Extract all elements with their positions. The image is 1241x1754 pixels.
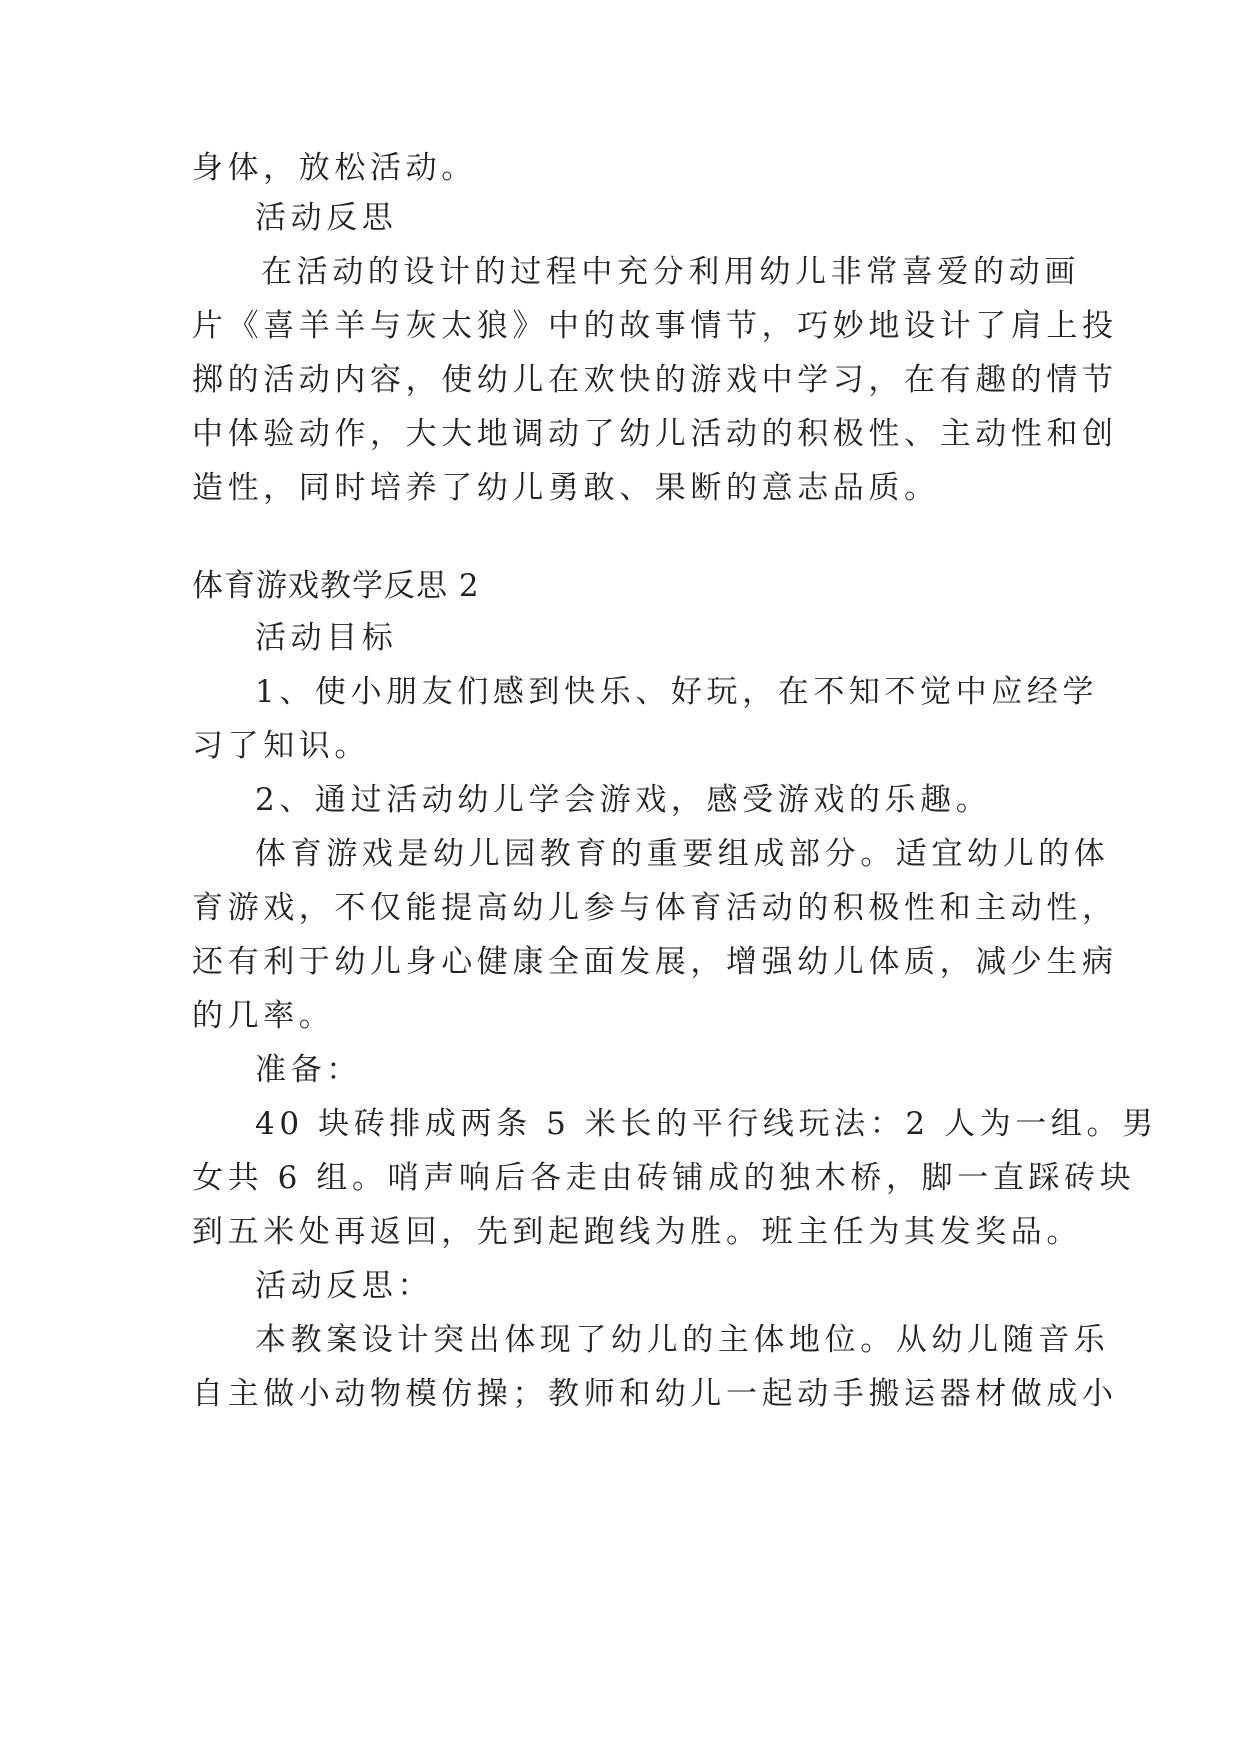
reflection2-line: 本教案设计突出体现了幼儿的主体地位。从幼儿随音乐 bbox=[255, 1322, 1110, 1358]
reflection-line: 造性，同时培养了幼儿勇敢、果断的意志品质。 bbox=[192, 470, 940, 506]
prep-line: 女共 6 组。哨声响后各走由砖铺成的独木桥，脚一直踩砖块 bbox=[192, 1160, 1136, 1196]
prep-line: 到五米处再返回，先到起跑线为胜。班主任为其发奖品。 bbox=[192, 1214, 1082, 1250]
prep-line: 40 块砖排成两条 5 米长的平行线玩法：2 人为一组。男 bbox=[255, 1106, 1158, 1142]
intro-line: 体育游戏是幼儿园教育的重要组成部分。适宜幼儿的体 bbox=[255, 836, 1110, 872]
reflection-line: 在活动的设计的过程中充分利用幼儿非常喜爱的动画 bbox=[261, 254, 1080, 290]
reflection-line: 掷的活动内容，使幼儿在欢快的游戏中学习，在有趣的情节 bbox=[192, 362, 1118, 398]
goal-line: 习了知识。 bbox=[192, 728, 370, 764]
prep-title: 准备： bbox=[255, 1052, 362, 1088]
intro-line: 育游戏，不仅能提高幼儿参与体育活动的积极性和主动性， bbox=[192, 890, 1118, 926]
reflection-line: 片《喜羊羊与灰太狼》中的故事情节，巧妙地设计了肩上投 bbox=[192, 308, 1118, 344]
reflection-line: 中体验动作，大大地调动了幼儿活动的积极性、主动性和创 bbox=[192, 416, 1118, 452]
goal-line: 1、使小朋友们感到快乐、好玩，在不知不觉中应经学 bbox=[255, 674, 1099, 710]
reflection2-line: 自主做小动物模仿操；教师和幼儿一起动手搬运器材做成小 bbox=[192, 1376, 1118, 1412]
intro-line: 的几率。 bbox=[192, 998, 335, 1034]
goal-line: 2、通过活动幼儿学会游戏，感受游戏的乐趣。 bbox=[255, 782, 992, 818]
section-heading: 体育游戏教学反思 2 bbox=[192, 568, 480, 604]
goals-title: 活动目标 bbox=[255, 620, 398, 656]
intro-line: 还有利于幼儿身心健康全面发展，增强幼儿体质，减少生病 bbox=[192, 944, 1118, 980]
paragraph-continuation: 身体，放松活动。 bbox=[192, 150, 477, 186]
reflection-title: 活动反思 bbox=[255, 200, 398, 236]
reflection2-title: 活动反思： bbox=[255, 1268, 433, 1304]
